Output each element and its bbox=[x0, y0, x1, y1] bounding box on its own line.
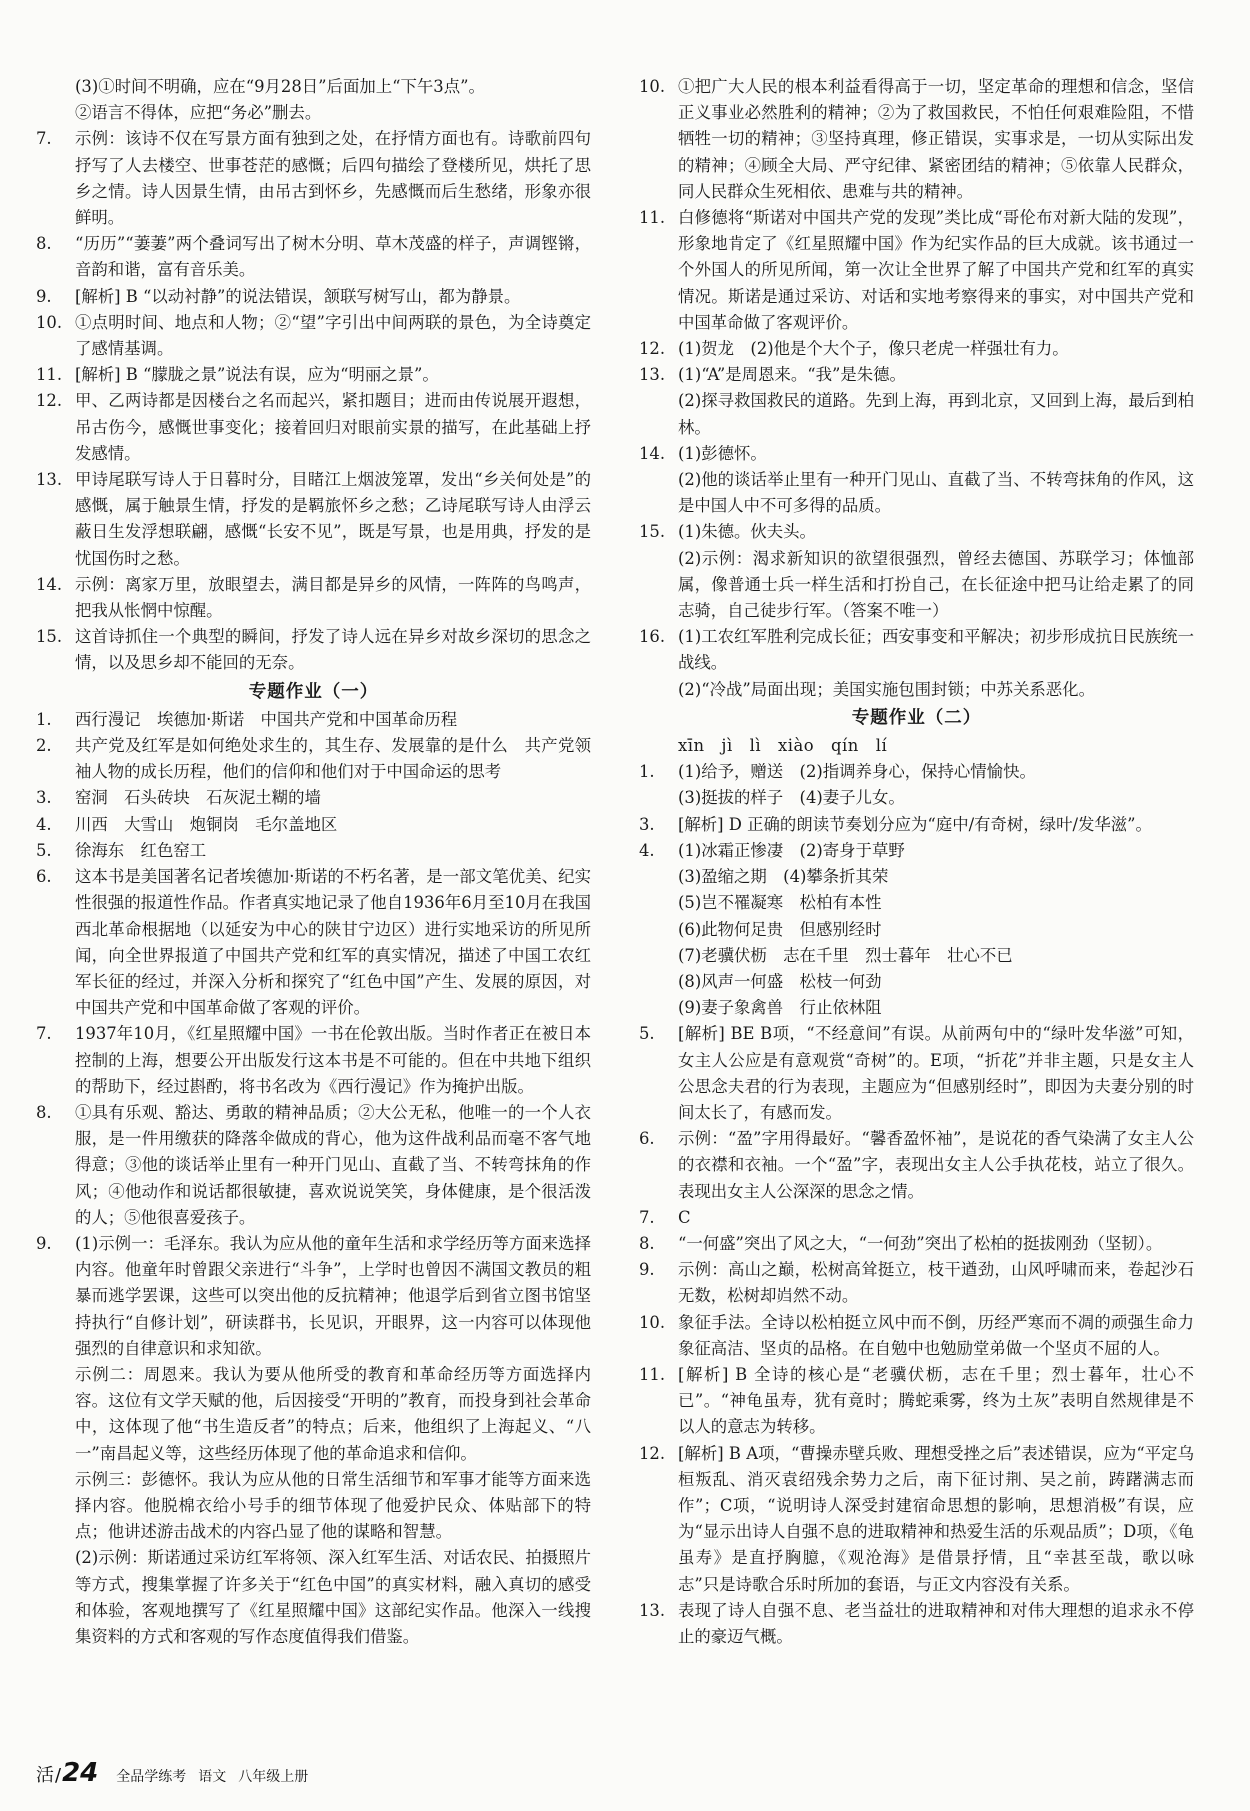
item-number: 11. bbox=[36, 365, 63, 385]
answer-item bbox=[639, 1257, 1194, 1309]
answer-item bbox=[36, 74, 591, 100]
answer-item bbox=[639, 362, 1194, 388]
item-number: 8. bbox=[639, 1233, 655, 1253]
item-text: 这首诗抓住一个典型的瞬间，抒发了诗人远在异乡对故乡深切的思念之情，以及思乡却不能回的无奈。 bbox=[75, 627, 591, 673]
item-text: 白修德将“斯诺对中国共产党的发现”类比成“哥伦布对新大陆的发现”，形象地肯定了《红星照耀中国》作为纪实作品的巨大成就。该书通过一个外国人的所见所闻，第一次让全世界了解了中国共产党和红军的真实情况。斯诺是通过采访、对话和实地考察得来的事实，对中国共产党和中国革命做了客观评价。 bbox=[678, 208, 1194, 332]
answer-item bbox=[639, 1310, 1194, 1362]
answer-item bbox=[36, 231, 591, 283]
item-text: ①把广大人民的根本利益看得高于一切，坚定革命的理想和信念，坚信正义事业必然胜利的精神；②为了救国救民，不怕任何艰难险阻，不惜牺牲一切的精神；③坚持真理，修正错误，实事求是，一切从实际出发的精神；④顾全大局、严守纪律、紧密团结的精神；⑤依靠人民群众，同人民群众生死相依、患难与共的精神。 bbox=[678, 77, 1194, 201]
item-number: 7. bbox=[36, 129, 52, 149]
left-column bbox=[36, 74, 591, 1650]
answer-continuation: (8)风声一何盛 松枝一何劲 bbox=[678, 971, 882, 991]
item-number: 12. bbox=[639, 339, 666, 359]
answer-item bbox=[639, 1598, 1194, 1650]
answer-item bbox=[639, 1126, 1194, 1205]
item-number: 15. bbox=[36, 627, 63, 647]
answer-continuation: (7)老骥伏枥 志在千里 烈士暮年 壮心不已 bbox=[678, 945, 1013, 965]
book-title: 全品学练考 bbox=[116, 1769, 187, 1785]
item-text: 象征手法。全诗以松柏挺立风中而不倒，历经严寒而不凋的顽强生命力象征高洁、坚贞的品格。在自勉中也勉励堂弟做一个坚贞不屈的人。 bbox=[678, 1312, 1194, 1358]
item-text: [解析] B “朦胧之景”说法有误，应为“明丽之景”。 bbox=[75, 365, 439, 385]
item-number: 8. bbox=[36, 1102, 52, 1122]
answer-continuation: (2)示例：斯诺通过采访红军将领、深入红军生活、对话农民、拍摄照片等方式，搜集掌握了许多关于“红色中国”的真实材料，融入真切的感受和体验，客观地撰写了《红星照耀中国》这部纪实作品。他深入一线搜集资料的方式和客观的写作态度值得我们借鉴。 bbox=[75, 1548, 591, 1646]
section-heading: 专题作业（一） bbox=[248, 681, 379, 702]
answer-item bbox=[639, 519, 1194, 545]
answer-item bbox=[36, 812, 591, 838]
item-text: 这本书是美国著名记者埃德加·斯诺的不朽名著，是一部文笔优美、纪实性很强的报道性作品。作者真实地记录了他自1936年6月至10月在我国西北革命根据地（以延安为中心的陕甘宁边区）进行实地采访的所见所闻，向全世界报道了中国共产党和红军的真实情况，描述了中国工农红军长征的经过，并深入分析和探究了“红色中国”产生、发展的原因，对中国共产党和中国革命做了客观的评价。 bbox=[75, 867, 591, 1018]
item-number: 9. bbox=[639, 1260, 655, 1280]
item-number: 14. bbox=[639, 443, 666, 463]
answer-item bbox=[36, 1021, 591, 1100]
item-text: (1)“A”是周恩来。“我”是朱德。 bbox=[678, 365, 906, 385]
footer-slash: / bbox=[55, 1765, 62, 1786]
item-text: (1)工农红军胜利完成长征；西安事变和平解决；初步形成抗日民族统一战线。 bbox=[678, 627, 1194, 673]
item-number: 10. bbox=[36, 312, 63, 332]
item-number: 3. bbox=[36, 788, 52, 808]
item-number: 6. bbox=[639, 1129, 655, 1149]
answer-item bbox=[36, 864, 591, 1021]
grade-label: 八年级上册 bbox=[238, 1769, 309, 1785]
answer-continuation: 示例三：彭德怀。我认为应从他的日常生活细节和军事才能等方面来选择内容。他脱棉衣给小号手的细节体现了他爱护民众、体贴部下的特点；他讲述游击战术的内容凸显了他的谋略和智慧。 bbox=[75, 1469, 591, 1542]
item-text: “历历”“萋萋”两个叠词写出了树木分明、草木茂盛的样子，声调铿锵，音韵和谐，富有音乐美。 bbox=[75, 234, 591, 280]
item-number: 2. bbox=[36, 736, 52, 756]
answer-item bbox=[639, 838, 1194, 864]
answer-item bbox=[639, 74, 1194, 205]
page-number: 24 bbox=[62, 1758, 99, 1788]
item-text: [解析] B 全诗的核心是“老骥伏枥，志在千里；烈士暮年，壮心不已”。“神龟虽寿，犹有竟时；腾蛇乘雾，终为土灰”表明自然规律是不以人的意志为转移。 bbox=[678, 1364, 1194, 1437]
answer-item bbox=[639, 1231, 1194, 1257]
item-number: 5. bbox=[639, 1024, 655, 1044]
item-text: 甲诗尾联写诗人于日暮时分，目睹江上烟波笼罩，发出“乡关何处是”的感慨，属于触景生情，抒发的是羁旅怀乡之愁；乙诗尾联写诗人由浮云蔽日生发浮想联翩，感慨“长安不见”，既是写景，也是用典，抒发的是忧国伤时之愁。 bbox=[75, 470, 591, 568]
answer-item bbox=[639, 1362, 1194, 1441]
answer-item bbox=[36, 1231, 591, 1362]
item-text: 窑洞 石头砖块 石灰泥土糊的墙 bbox=[75, 788, 321, 808]
answer-continuation: (2)探寻救国救民的道路。先到上海，再到北京，又回到上海，最后到柏林。 bbox=[678, 391, 1194, 437]
answer-continuation: (5)岂不罹凝寒 松柏有本性 bbox=[678, 893, 882, 913]
item-number: 5. bbox=[36, 840, 52, 860]
item-number: 3. bbox=[639, 814, 655, 834]
item-number: 9. bbox=[36, 286, 52, 306]
answer-continuation: (3)盈缩之期 (4)攀条折其荣 bbox=[678, 867, 889, 887]
item-text: 甲、乙两诗都是因楼台之名而起兴，紧扣题目；进而由传说展开遐想，吊古伤今，感慨世事变化；接着回归对眼前实景的描写，在此基础上抒发感情。 bbox=[75, 391, 591, 463]
item-text: (1)贺龙 (2)他是个大个子，像只老虎一样强壮有力。 bbox=[678, 339, 1069, 359]
item-number: 14. bbox=[36, 574, 63, 594]
answer-item bbox=[639, 441, 1194, 467]
answer-item bbox=[639, 624, 1194, 676]
footer-prefix: 活 bbox=[36, 1765, 54, 1786]
item-text: 表现了诗人自强不息、老当益壮的进取精神和对伟大理想的追求永不停止的豪迈气概。 bbox=[678, 1600, 1194, 1646]
item-text: 徐海东 红色窑工 bbox=[75, 840, 207, 860]
answer-continuation: (2)示例：渴求新知识的欲望很强烈，曾经去德国、苏联学习；体恤部属，像普通士兵一样生活和打扮自己，在长征途中把马让给走累了的同志骑，自己徒步行军。（答案不唯一） bbox=[678, 548, 1194, 621]
item-text: [解析] BE B项，“不经意间”有误。从前两句中的“绿叶发华滋”可知，女主人公应是有意观赏“奇树”的。E项，“折花”并非主题，只是女主人公思念夫君的行为表现，主题应为“但感别经时”，即因为夫妻分别的时间太长了，有感而发。 bbox=[678, 1024, 1194, 1122]
answer-item bbox=[36, 707, 591, 733]
pinyin-line: xīn jì lì xiào qín lí bbox=[678, 736, 888, 756]
item-text: 西行漫记 埃德加·斯诺 中国共产党和中国革命历程 bbox=[75, 709, 458, 729]
item-number: 8. bbox=[36, 234, 52, 254]
answer-item bbox=[639, 1021, 1194, 1126]
item-number: 11. bbox=[639, 208, 666, 228]
answer-item bbox=[36, 310, 591, 362]
item-text: [解析] B “以动衬静”的说法错误，颔联写树写山，都为静景。 bbox=[75, 286, 521, 306]
answer-item bbox=[36, 467, 591, 572]
item-text: 示例：“盈”字用得最好。“馨香盈怀袖”，是说花的香气染满了女主人公的衣襟和衣袖。一个“盈”字，表现出女主人公手执花枝，站立了很久。表现出女主人公深深的思念之情。 bbox=[678, 1129, 1194, 1201]
answer-item bbox=[639, 1205, 1194, 1231]
answer-item bbox=[36, 1100, 591, 1231]
answer-item bbox=[36, 362, 591, 388]
item-number: 10. bbox=[639, 1312, 666, 1332]
item-text: “一何盛”突出了风之大，“一何劲”突出了松柏的挺拔刚劲（坚韧）。 bbox=[678, 1233, 1163, 1253]
item-text: ①具有乐观、豁达、勇敢的精神品质；②大公无私，他唯一的一个人衣服，是一件用缴获的降落伞做成的背心，他为这件战利品而毫不客气地得意；③他的谈话举止里有一种开门见山、直截了当、不转弯抹角的作风；④他动作和说话都很敏捷，喜欢说说笑笑，身体健康，是个很活泼的人；⑤他很喜爱孩子。 bbox=[75, 1102, 591, 1227]
item-text: (1)彭德怀。 bbox=[678, 443, 767, 463]
item-text: [解析] D 正确的朗读节奏划分应为“庭中/有奇树，绿叶/发华滋”。 bbox=[678, 814, 1152, 834]
answer-continuation: (2)他的谈话举止里有一种开门见山、直截了当、不转弯抹角的作风，这是中国人中不可多得的品质。 bbox=[678, 470, 1194, 516]
item-text: 示例：离家万里，放眼望去，满目都是异乡的风情，一阵阵的鸟鸣声，把我从怅惘中惊醒。 bbox=[75, 574, 591, 621]
item-text: C bbox=[678, 1207, 691, 1227]
item-number: 1. bbox=[639, 762, 655, 782]
answer-item bbox=[36, 572, 591, 624]
section-heading: 专题作业（二） bbox=[851, 707, 982, 728]
item-text: 示例：高山之巅，松树高耸挺立，枝干遒劲，山风呼啸而来，卷起沙石无数，松树却岿然不动。 bbox=[678, 1260, 1194, 1306]
item-text: ①点明时间、地点和人物；②“望”字引出中间两联的景色，为全诗奠定了感情基调。 bbox=[75, 312, 591, 359]
item-number: 11. bbox=[639, 1364, 666, 1384]
answer-continuation: (6)此物何足贵 但感别经时 bbox=[678, 919, 882, 939]
item-text: (1)示例一：毛泽东。我认为应从他的童年生活和求学经历等方面来选择内容。他童年时曾跟父亲进行“斗争”，上学时也曾因不满国文教员的粗暴而逃学罢课，这些可以突出他的反抗精神；他退学后到省立图书馆坚持执行“自修计划”，研读群书，长见识，开眼界，这一内容可以体现他强烈的自律意识和求知欲。 bbox=[75, 1233, 591, 1358]
answer-item bbox=[639, 205, 1194, 336]
item-text: 共产党及红军是如何绝处求生的，其生存、发展靠的是什么 共产党领袖人物的成长历程，他们的信仰和他们对于中国命运的思考 bbox=[75, 736, 591, 782]
item-number: 4. bbox=[639, 840, 655, 860]
answer-item bbox=[36, 733, 591, 785]
item-number: 10. bbox=[639, 77, 666, 96]
item-number: 7. bbox=[36, 1024, 52, 1044]
item-text: (1)给予，赠送 (2)指调养身心，保持心情愉快。 bbox=[678, 762, 1036, 782]
item-text: (1)朱德。伙夫头。 bbox=[678, 522, 816, 542]
item-text: 示例：该诗不仅在写景方面有独到之处，在抒情方面也有。诗歌前四句抒写了人去楼空、世事苍茫的感慨；后四句描绘了登楼所见，烘托了思乡之情。诗人因景生情，由吊古到怀乡，先感慨而后生愁绪，形象亦很鲜明。 bbox=[75, 129, 591, 228]
item-number: 15. bbox=[639, 522, 666, 542]
answer-item bbox=[36, 838, 591, 864]
item-number: 1. bbox=[36, 709, 52, 729]
answer-item bbox=[36, 284, 591, 310]
item-number: 12. bbox=[36, 391, 63, 411]
answer-item bbox=[36, 785, 591, 811]
item-number: 7. bbox=[639, 1207, 655, 1227]
item-number: 9. bbox=[36, 1233, 52, 1253]
item-number: 13. bbox=[639, 365, 666, 385]
answer-continuation: 示例二：周恩来。我认为要从他所受的教育和革命经历等方面选择内容。这位有文学天赋的他，后因接受“开明的”教育，而投身到社会革命中，这体现了他“书生造反者”的特点；后来，他组织了上海起义、“八一”南昌起义等，这些经历体现了他的革命追求和信仰。 bbox=[75, 1364, 591, 1463]
answer-item bbox=[639, 336, 1194, 362]
answer-continuation: (2)“冷战”局面出现；美国实施包围封锁；中苏关系恶化。 bbox=[678, 679, 1095, 699]
answer-continuation: (9)妻子象禽兽 行止依林阻 bbox=[678, 998, 882, 1018]
item-text: (1)冰霜正惨凄 (2)寄身于草野 bbox=[678, 840, 905, 860]
item-text: 川西 大雪山 炮铜岗 毛尔盖地区 bbox=[75, 814, 338, 834]
item-number: 13. bbox=[36, 470, 63, 490]
item-text: (3)①时间不明确，应在“9月28日”后面加上“下午3点”。 bbox=[75, 77, 485, 96]
answer-item bbox=[36, 624, 591, 676]
answer-continuation: (3)挺拔的样子 (4)妻子儿女。 bbox=[678, 788, 905, 808]
answer-item bbox=[36, 126, 591, 231]
right-column bbox=[639, 74, 1194, 1650]
item-number: 6. bbox=[36, 867, 52, 887]
item-text: 1937年10月，《红星照耀中国》一书在伦敦出版。当时作者正在被日本控制的上海，想要公开出版发行这本书是不可能的。但在中共地下组织的帮助下，经过斟酌，将书名改为《西行漫记》作为掩护出版。 bbox=[75, 1024, 591, 1096]
answer-item bbox=[639, 759, 1194, 785]
answer-item bbox=[36, 388, 591, 467]
item-number: 12. bbox=[639, 1443, 666, 1463]
item-number: 16. bbox=[639, 627, 666, 647]
item-number: 4. bbox=[36, 814, 52, 834]
answer-item bbox=[639, 1441, 1194, 1598]
item-text: [解析] B A项，“曹操赤壁兵败、理想受挫之后”表述错误，应为“平定乌桓叛乱、消灭袁绍残余势力之后，南下征讨荆、吴之前，踌躇满志而作”；C项，“说明诗人深受封建宿命思想的影响，思想消极”有误，应为“显示出诗人自强不息的进取精神和热爱生活的乐观品质”；D项，《龟虽寿》是直抒胸臆，《观沧海》是借景抒情，且“幸甚至哉，歌以咏志”只是诗歌合乐时所加的套语，与正文内容没有关系。 bbox=[678, 1443, 1194, 1594]
answer-continuation: ②语言不得体，应把“务必”删去。 bbox=[75, 103, 322, 123]
subject-label: 语文 bbox=[198, 1769, 227, 1785]
page-footer bbox=[36, 1758, 320, 1788]
answer-item bbox=[639, 812, 1194, 838]
item-number: 13. bbox=[639, 1600, 666, 1620]
